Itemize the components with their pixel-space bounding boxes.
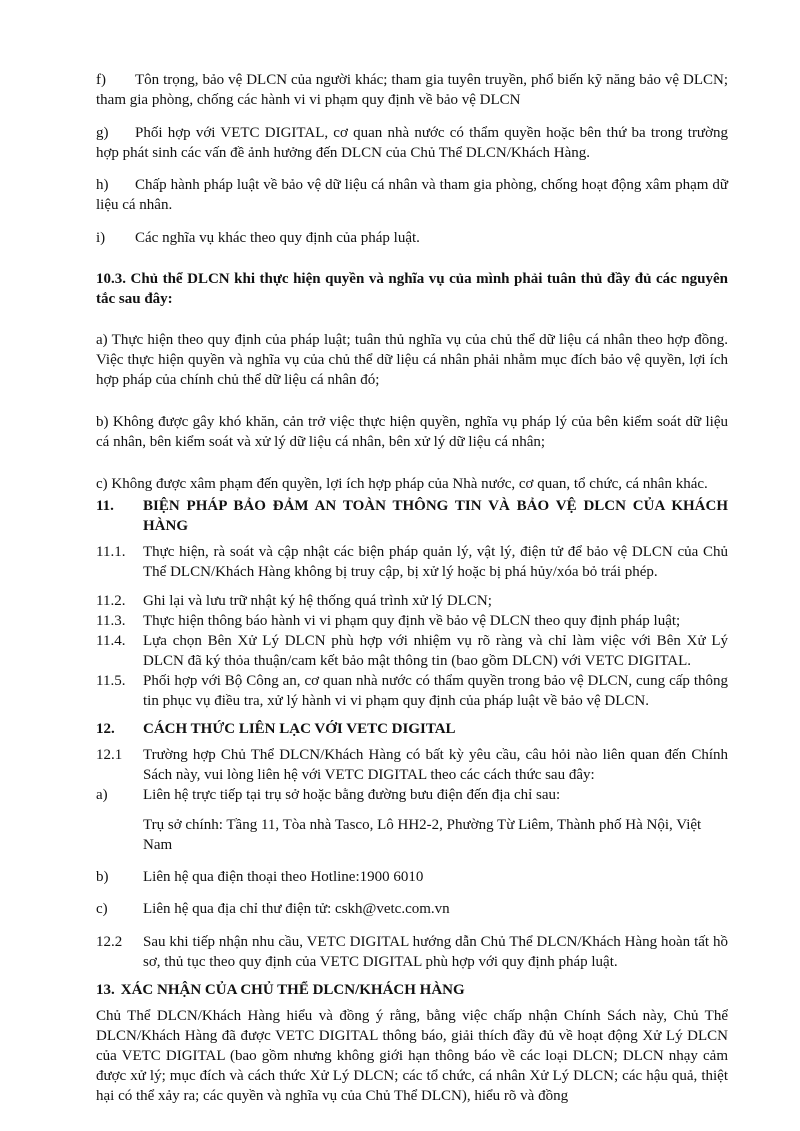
obligation-item-i (96, 228, 728, 248)
list-item (96, 899, 728, 919)
list-item (96, 745, 728, 785)
email-text: Liên hệ qua địa chỉ thư điện tử: cskh@vetc.com.vn (143, 901, 450, 917)
item-number: 12.1 (96, 747, 123, 763)
item-number: 11.3. (96, 613, 126, 629)
section-11-heading (96, 496, 728, 536)
item-text: Ghi lại và lưu trữ nhật ký hệ thống quá trình xử lý DLCN; (143, 593, 492, 609)
hotline-text: Liên hệ qua điện thoại theo Hotline:1900 6010 (143, 869, 424, 885)
list-item (96, 611, 728, 631)
item-text: Lựa chọn Bên Xử Lý DLCN phù hợp với nhiệm vụ rõ ràng và chỉ làm việc với Bên Xử Lý DLCN đã ký thỏa thuận/cam kết bảo mật thông tin (bao gồm DLCN) với VETC DIGITAL. (143, 633, 728, 669)
item-number: c) (96, 901, 108, 917)
section-title: CÁCH THỨC LIÊN LẠC VỚI VETC DIGITAL (143, 721, 456, 737)
item-text: Chấp hành pháp luật về bảo vệ dữ liệu cá nhân và tham gia phòng, chống hoạt động xâm phạm dữ liệu cá nhân. (96, 177, 728, 213)
item-number: 11.4. (96, 633, 126, 649)
item-number: 11.1. (96, 544, 126, 560)
list-item (96, 932, 728, 972)
section-number: 12. (96, 721, 115, 737)
section-title: XÁC NHẬN CỦA CHỦ THỂ DLCN/KHÁCH HÀNG (120, 982, 465, 998)
list-item (96, 542, 728, 582)
section-title: BIỆN PHÁP BẢO ĐẢM AN TOÀN THÔNG TIN VÀ BẢO VỆ DLCN CỦA KHÁCH HÀNG (143, 498, 728, 534)
item-number: 11.2. (96, 593, 126, 609)
item-text: Thực hiện, rà soát và cập nhật các biện pháp quản lý, vật lý, điện tử để bảo vệ DLCN của Chủ Thể DLCN/Khách Hàng không bị truy cập, bị xử lý hoặc bị phá hủy/xóa bỏ trái phép. (143, 544, 728, 580)
item-text: Sau khi tiếp nhận nhu cầu, VETC DIGITAL hướng dẫn Chủ Thể DLCN/Khách Hàng hoàn tất hồ sơ, thủ tục theo quy định của VETC DIGITAL phù hợp với quy định pháp luật. (143, 934, 728, 970)
item-label: g) (96, 125, 109, 141)
list-item (96, 631, 728, 671)
section-13-heading (96, 980, 728, 1000)
principle-a: a) Thực hiện theo quy định của pháp luật; tuân thủ nghĩa vụ của chủ thể dữ liệu cá nhân theo hợp đồng. Việc thực hiện quyền và nghĩa vụ của chủ thể dữ liệu cá nhân phải nhằm mục đích bảo vệ quyền, lợi ích hợp pháp của chính chủ thể dữ liệu cá nhân đó; (96, 332, 728, 388)
item-label: h) (96, 177, 109, 193)
item-text: Trường hợp Chủ Thể DLCN/Khách Hàng có bất kỳ yêu cầu, câu hỏi nào liên quan đến Chính Sách này, vui lòng liên hệ với VETC DIGITAL theo các cách thức sau đây: (143, 747, 728, 783)
obligation-item-g (96, 123, 728, 163)
list-item (96, 785, 728, 805)
section-12-heading (96, 719, 728, 739)
item-text: Các nghĩa vụ khác theo quy định của pháp luật. (135, 230, 420, 246)
section-10-3-heading: 10.3. Chủ thể DLCN khi thực hiện quyền và nghĩa vụ của mình phải tuân thủ đầy đủ các nguyên tắc sau đây: (96, 271, 728, 307)
obligation-item-h (96, 175, 728, 215)
item-text: Phối hợp với VETC DIGITAL, cơ quan nhà nước có thẩm quyền hoặc bên thứ ba trong trường hợp phát sinh các vấn đề ảnh hưởng đến DLCN của Chủ Thể DLCN/Khách Hàng. (96, 125, 728, 161)
item-number: 12.2 (96, 934, 123, 950)
item-text: Thực hiện thông báo hành vi vi phạm quy định về bảo vệ DLCN theo quy định pháp luật; (143, 613, 681, 629)
principle-b: b) Không được gây khó khăn, cản trở việc thực hiện quyền, nghĩa vụ pháp lý của bên kiểm soát dữ liệu cá nhân, bên kiểm soát và xử lý dữ liệu cá nhân, bên xử lý dữ liệu cá nhân; (96, 414, 728, 450)
item-number: b) (96, 869, 109, 885)
head-office-address: Trụ sở chính: Tầng 11, Tòa nhà Tasco, Lô HH2-2, Phường Từ Liêm, Thành phố Hà Nội, Việt Nam (143, 817, 702, 853)
item-text: Phối hợp với Bộ Công an, cơ quan nhà nước có thẩm quyền trong bảo vệ DLCN, cung cấp thông tin phục vụ điều tra, xử lý hành vi vi phạm quy định của pháp luật về bảo vệ DLCN. (143, 673, 728, 709)
item-text: Liên hệ trực tiếp tại trụ sở hoặc bằng đường bưu điện đến địa chỉ sau: (143, 787, 561, 803)
item-number: a) (96, 787, 108, 803)
section-13-paragraph: Chủ Thể DLCN/Khách Hàng hiểu và đồng ý rằng, bằng việc chấp nhận Chính Sách này, Chủ Thể DLCN/Khách Hàng đã được VETC DIGITAL thông báo, giải thích đầy đủ về hoạt động Xử Lý DLCN của VETC DIGITAL (bao gồm nhưng không giới hạn thông báo về các loại DLCN; DLCN nhạy cảm được xử lý; mục đích và cách thức Xử Lý DLCN; các tổ chức, cá nhân Xử Lý DLCN; các hậu quả, thiệt hại có thể xảy ra; các quyền và nghĩa vụ của Chủ Thể DLCN), hiểu rõ và đồng (96, 1008, 728, 1104)
item-label: f) (96, 72, 106, 88)
section-number: 13. (96, 982, 115, 998)
principle-c: c) Không được xâm phạm đến quyền, lợi ích hợp pháp của Nhà nước, cơ quan, tổ chức, cá nhân khác. (96, 476, 708, 492)
section-number: 11. (96, 498, 114, 514)
list-item (96, 671, 728, 711)
list-item (96, 867, 728, 887)
item-text: Tôn trọng, bảo vệ DLCN của người khác; tham gia tuyên truyền, phổ biến kỹ năng bảo vệ DLCN; tham gia phòng, chống các hành vi vi phạm quy định về bảo vệ DLCN (96, 72, 728, 108)
item-number: 11.5. (96, 673, 126, 689)
obligation-item-f (96, 70, 728, 110)
item-label: i) (96, 230, 106, 246)
list-item (96, 591, 728, 611)
